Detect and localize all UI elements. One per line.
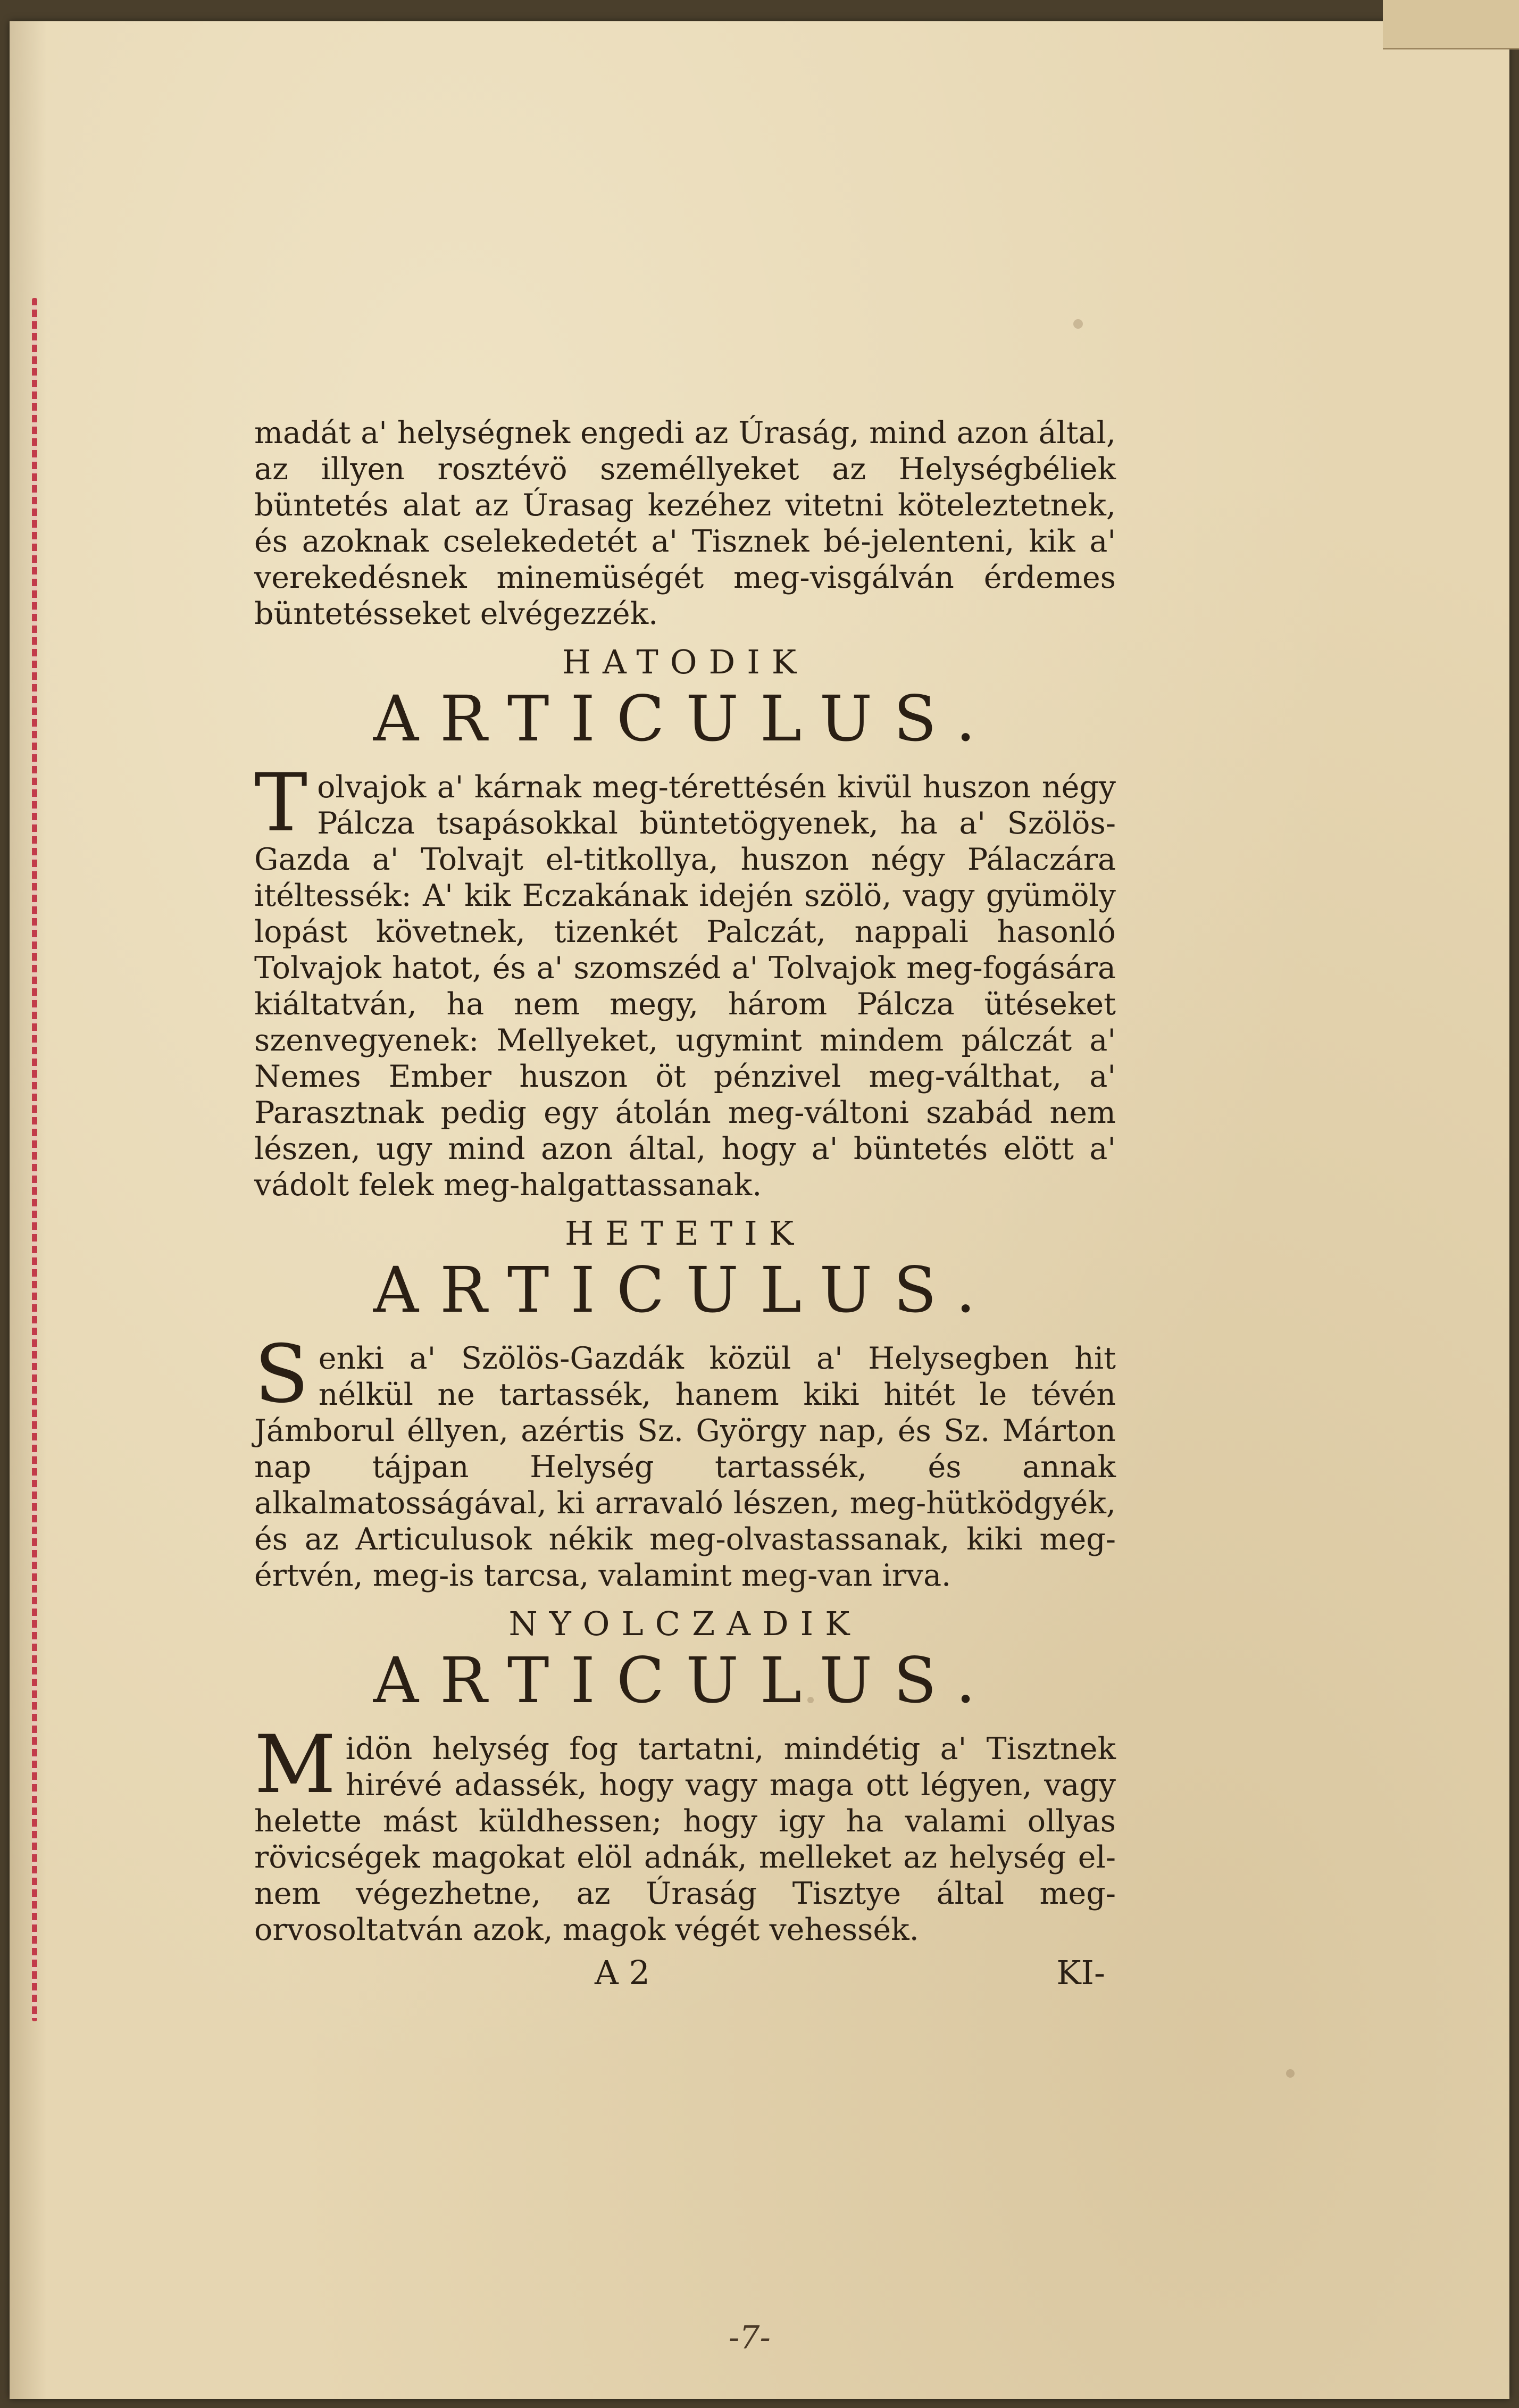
foxing-spot bbox=[1073, 319, 1083, 329]
section-ordinal: HATODIK bbox=[562, 643, 808, 681]
section-ordinal: HETETIK bbox=[564, 1214, 806, 1253]
binding-thread bbox=[32, 298, 37, 2021]
section-paragraph bbox=[254, 1719, 1116, 1948]
page-footer-marks bbox=[254, 1953, 1116, 1996]
section-paragraph bbox=[254, 1328, 1116, 1594]
section-nyolczadik bbox=[254, 1604, 1116, 1948]
section-paragraph bbox=[254, 757, 1116, 1203]
signature-mark: A 2 bbox=[595, 1953, 650, 1992]
text-block bbox=[254, 415, 1116, 1996]
section-hatodik bbox=[254, 643, 1116, 1203]
drop-cap-initial: M bbox=[254, 1719, 336, 1811]
section-text: enki a' Szölös-Gazdák közül a' Helysegben hit nélkül ne tartassék, hanem kiki hitét le tévén Jámborul éllyen, azértis Sz. György nap, és Sz. Márton nap tájpan Helység tartassék, és annak alkalmatosságával, ki arravaló lészen, meg-hütködgyék, és az Articulusok nékik meg-olvastassanak, kiki meg-értvén, meg-is tarcsa, valamint meg-van irva. bbox=[254, 1341, 1116, 1593]
section-heading: ARTICULUS. bbox=[373, 1253, 997, 1327]
handwritten-page-number: -7- bbox=[729, 2319, 771, 2356]
section-text: olvajok a' kárnak meg-térettésén kivül huszon négy Pálcza tsapásokkal büntetögyenek, ha a' Szölös-Gazda a' Tolvajt el-titkollya, huszon négy Pálaczára itéltessék: A' kik Eczakának idején szölö, vagy gyümöly lopást követnek, tizenkét Palczát, nappali hasonló Tolvajok hatot, és a' szomszéd a' Tolvajok meg-fogására kiáltatván, ha nem megy, három Pálcza ütéseket szenvegyenek: Mellyeket, ugymint mindem pálczát a' Nemes Ember huszon öt pénzivel meg-válthat, a' Parasztnak pedig egy átolán meg-váltoni szabád nem lészen, ugy mind azon által, hogy a' büntetés elött a' vádolt felek meg-halgattassanak. bbox=[254, 770, 1116, 1203]
section-heading: ARTICULUS. bbox=[373, 1644, 997, 1717]
folded-page-edge bbox=[1383, 0, 1519, 49]
catchword: KI- bbox=[1056, 1953, 1105, 1992]
section-hetetik bbox=[254, 1214, 1116, 1594]
section-heading: ARTICULUS. bbox=[373, 682, 997, 755]
opening-paragraph: madát a' helységnek engedi az Úraság, mind azon által, az illyen rosztévö személlyeket az Helységbéliek büntetés alat az Úrasag kezéhez vitetni köteleztetnek, és azoknak cselekedetét a' Tisznek bé-jelenteni, kik a' verekedésnek minemüségét meg-visgálván érdemes büntetésseket elvégezzék. bbox=[254, 415, 1116, 631]
drop-cap-initial: S bbox=[254, 1328, 309, 1421]
section-text: idön helység fog tartatni, mindétig a' Tisztnek hirévé adassék, hogy vagy maga ott légyen, vagy helette mást küldhessen; hogy igy ha valami ollyas rövicségek magokat elöl adnák, melleket az helység el-nem végezhetne, az Úraság Tisztye által meg-orvosoltatván azok, magok végét vehessék. bbox=[254, 1731, 1116, 1947]
foxing-spot bbox=[1286, 2069, 1295, 2078]
section-ordinal: NYOLCZADIK bbox=[508, 1604, 862, 1643]
drop-cap-initial: T bbox=[254, 757, 308, 849]
